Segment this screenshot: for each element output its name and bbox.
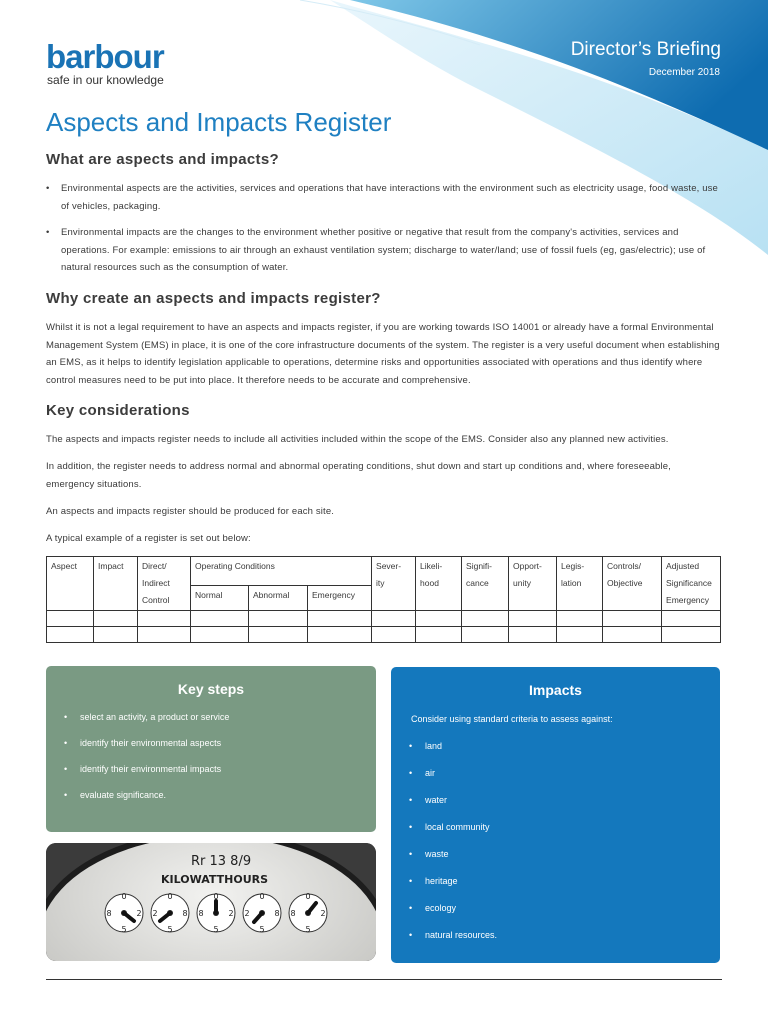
svg-text:5: 5: [259, 925, 265, 934]
key-steps-list: [64, 712, 229, 800]
svg-text:8: 8: [290, 909, 296, 918]
column-header: Adjusted Significance Emergency: [662, 557, 721, 611]
column-header: Impact: [94, 557, 138, 611]
table-header-row: [47, 557, 721, 586]
column-header: Aspect: [47, 557, 94, 611]
page-title: Aspects and Impacts Register: [46, 107, 392, 137]
considerations-paragraph: A typical example of a register is set out below:: [46, 533, 251, 544]
list-item: • Environmental impacts are the changes to the environment whether positive or negative that result from the company's activities, services and operations. For example: emissions to air through an exhaust ventilation system; discharge to water/land; use of fossil fuels (eg, gas/electric); use of natural resources such as the consumption of water.: [46, 224, 722, 277]
svg-text:0: 0: [167, 892, 173, 901]
meter-rating: Rr 13 8/9: [191, 854, 252, 869]
list-item: • local community: [409, 822, 497, 832]
svg-text:2: 2: [136, 909, 142, 918]
list-item: • evaluate significance.: [64, 790, 229, 800]
footer-divider: [46, 979, 722, 980]
meter-illustration: [46, 843, 376, 961]
register-table: [46, 556, 721, 643]
column-header: Normal: [191, 586, 249, 611]
svg-text:0: 0: [213, 892, 219, 901]
column-header: Emergency: [308, 586, 372, 611]
svg-text:0: 0: [121, 892, 127, 901]
list-item: • waste: [409, 849, 497, 859]
section-heading-why: Why create an aspects and impacts register?: [46, 290, 381, 307]
list-item: • air: [409, 768, 497, 778]
column-header: Abnormal: [249, 586, 308, 611]
svg-text:2: 2: [244, 909, 250, 918]
svg-text:5: 5: [213, 925, 219, 934]
section-heading-key-considerations: Key considerations: [46, 402, 190, 419]
table-row: [47, 611, 721, 627]
list-item: • natural resources.: [409, 930, 497, 940]
svg-text:5: 5: [167, 925, 173, 934]
electricity-meter-photo: [46, 843, 376, 961]
brand-tagline: safe in our knowledge: [47, 73, 164, 87]
svg-text:0: 0: [305, 892, 311, 901]
list-item: • identify their environmental impacts: [64, 764, 229, 774]
list-item: • select an activity, a product or service: [64, 712, 229, 722]
svg-text:5: 5: [121, 925, 127, 934]
column-header: Direct/ Indirect Control: [138, 557, 191, 611]
svg-text:2: 2: [152, 909, 158, 918]
list-item: • land: [409, 741, 497, 751]
list-item: • Environmental aspects are the activities, services and operations that have interactions with the environment such as electricity usage, food waste, use of vehicles, packaging.: [46, 180, 722, 215]
column-header: Opport- unity: [509, 557, 557, 611]
svg-text:2: 2: [228, 909, 234, 918]
column-header: Sever- ity: [372, 557, 416, 611]
list-item: • identify their environmental aspects: [64, 738, 229, 748]
brand-logo: barbour: [46, 38, 164, 75]
column-header: Likeli- hood: [416, 557, 462, 611]
list-item: • heritage: [409, 876, 497, 886]
column-header: Controls/ Objective: [603, 557, 662, 611]
briefing-title: Director’s Briefing: [570, 39, 721, 60]
impacts-intro: Consider using standard criteria to assess against:: [411, 714, 613, 724]
list-item: • ecology: [409, 903, 497, 913]
briefing-date: December 2018: [648, 67, 720, 78]
aspects-definition-list: [46, 180, 722, 277]
svg-text:2: 2: [320, 909, 326, 918]
key-steps-box: [46, 666, 376, 832]
column-header: Signifi- cance: [462, 557, 509, 611]
considerations-paragraph: The aspects and impacts register needs to include all activities included within the scope of the EMS. Consider also any planned new activities.: [46, 434, 669, 445]
impacts-title: Impacts: [529, 682, 582, 698]
svg-text:8: 8: [106, 909, 112, 918]
considerations-paragraph: An aspects and impacts register should be produced for each site.: [46, 506, 335, 517]
svg-text:5: 5: [305, 925, 311, 934]
impacts-list: [409, 741, 497, 940]
column-header: Legis- lation: [557, 557, 603, 611]
considerations-paragraph: In addition, the register needs to address normal and abnormal operating conditions, shut down and start up conditions and, where foreseeable, emergency situations.: [46, 461, 671, 490]
svg-text:8: 8: [198, 909, 204, 918]
table-row: [47, 627, 721, 643]
svg-text:8: 8: [182, 909, 188, 918]
key-steps-title: Key steps: [177, 681, 245, 697]
svg-text:0: 0: [259, 892, 265, 901]
column-header: Operating Conditions: [191, 557, 372, 586]
svg-text:8: 8: [274, 909, 280, 918]
impacts-box: [391, 667, 720, 963]
why-paragraph: Whilst it is not a legal requirement to have an aspects and impacts register, if you are working towards ISO 14001 or already have a formal Environmental Management System (EMS) in place, it is one of the core infrastructure documents of the system. The register is a very useful document when establishing an EMS, as it helps to identify legislation applicable to operations, determine risks and opportunities associated with operations and thus identify where control measures need to be put into place. It therefore needs to be accurate and comprehensive.: [46, 322, 720, 386]
meter-label: KILOWATTHOURS: [161, 873, 269, 886]
section-heading-what: What are aspects and impacts?: [46, 151, 279, 168]
list-item: • water: [409, 795, 497, 805]
